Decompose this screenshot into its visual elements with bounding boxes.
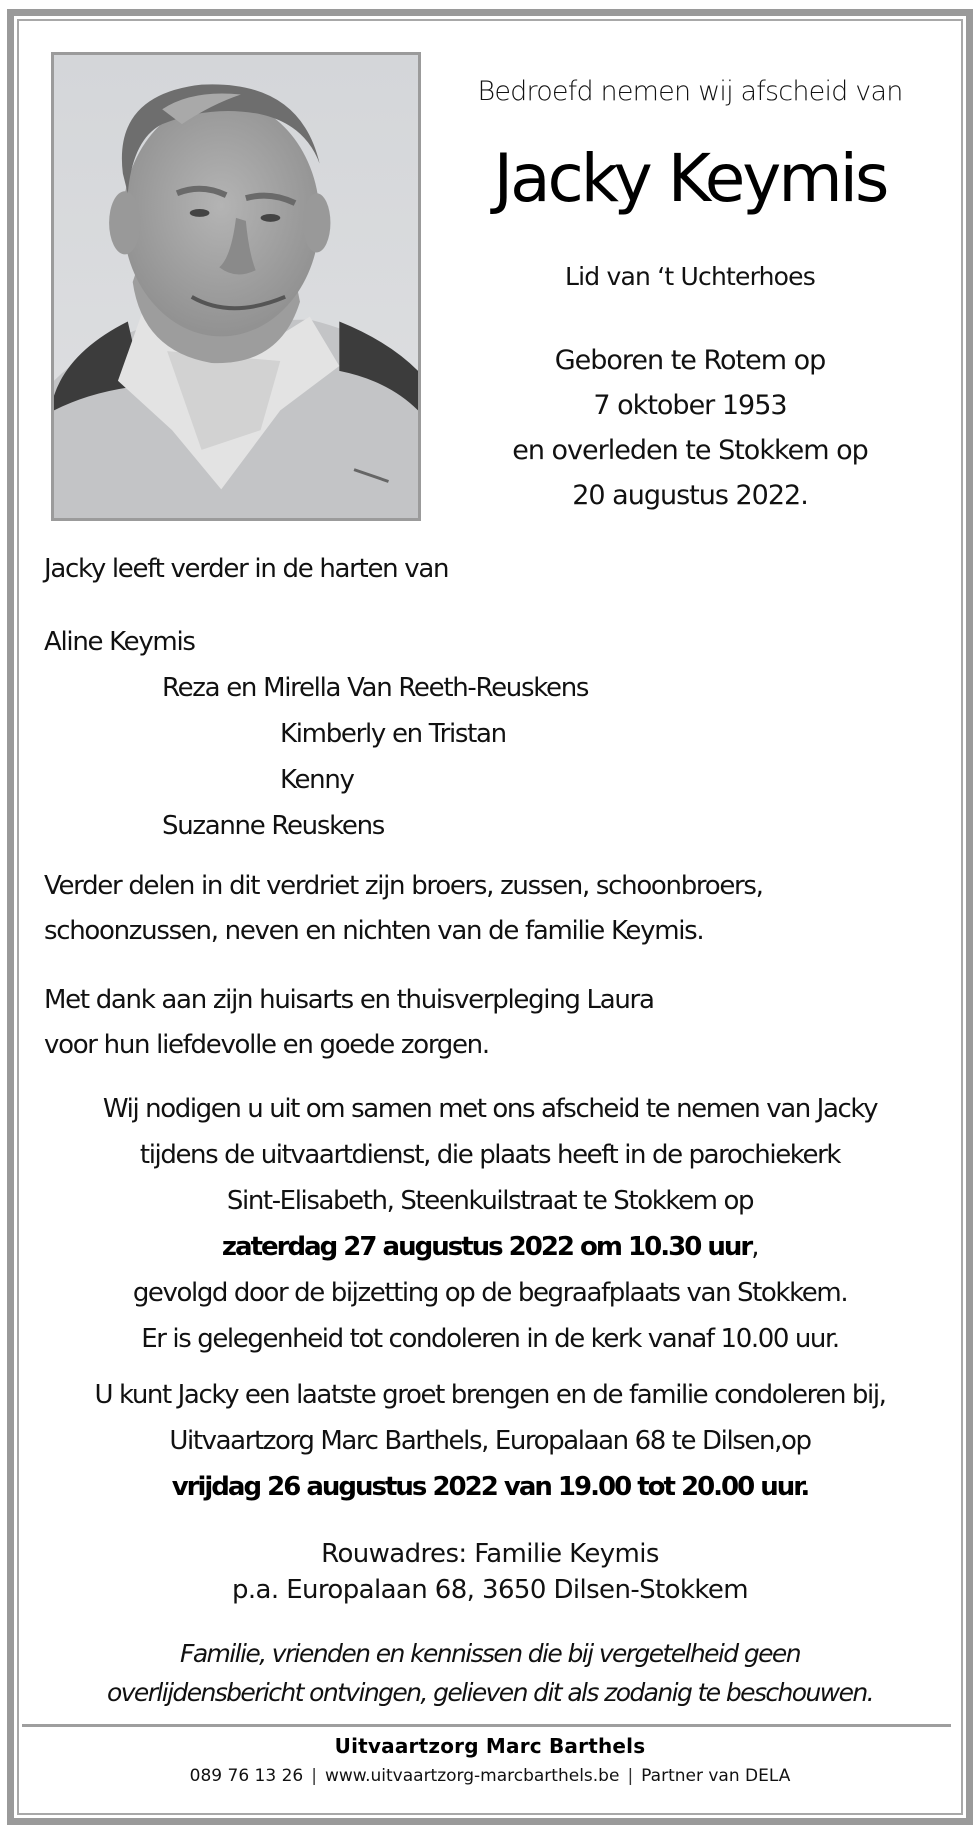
grief-line: schoonzussen, neven en nichten van de familie Keymis.	[44, 916, 704, 946]
mourning-address-line1: Rouwadres: Familie Keymis	[321, 1539, 659, 1569]
family-member: Aline Keymis	[44, 627, 195, 657]
portrait-photo	[51, 52, 421, 521]
birth-date: 7 oktober 1953	[593, 390, 787, 421]
grief-paragraph	[44, 864, 763, 954]
thanks-line: voor hun liefdevolle en goede zorgen.	[44, 1030, 489, 1060]
family-member: Suzanne Reuskens	[162, 811, 385, 841]
visitation-info	[30, 1372, 950, 1510]
funeral-line: Er is gelegenheid tot condoleren in de kerk vanaf 10.00 uur.	[141, 1324, 839, 1354]
death-date: 20 augustus 2022.	[572, 480, 808, 511]
thanks-line: Met dank aan zijn huisarts en thuisverpleging Laura	[44, 985, 654, 1015]
death-line: en overleden te Stokkem op	[512, 435, 868, 466]
mourning-address	[30, 1536, 950, 1608]
visitation-date: vrijdag 26 augustus 2022 van 19.00 tot 20.00 uur.	[171, 1472, 809, 1502]
deceased-name: Jacky Keymis	[493, 140, 887, 217]
family-intro: Jacky leeft verder in de harten van	[44, 554, 449, 584]
birth-line: Geboren te Rotem op	[554, 345, 826, 376]
funeral-home-contact	[30, 1766, 950, 1786]
notice-line1: Familie, vrienden en kennissen die bij vergetelheid geen	[180, 1639, 800, 1668]
notice-text	[30, 1634, 950, 1712]
funeral-date: zaterdag 27 augustus 2022 om 10.30 uur	[221, 1232, 752, 1262]
grief-line: Verder delen in dit verdriet zijn broers, zussen, schoonbroers,	[44, 871, 763, 901]
life-dates	[440, 338, 940, 518]
separator-bar: |	[311, 1766, 317, 1786]
separator-bar: |	[627, 1766, 634, 1786]
phone-number: 089 76 13 26	[189, 1766, 304, 1786]
footer-divider	[22, 1724, 951, 1727]
membership-text: Lid van ‘t Uchterhoes	[565, 262, 815, 291]
funeral-line: tijdens de uitvaartdienst, die plaats heeft in de parochiekerk	[139, 1140, 841, 1170]
notice-line2: overlijdensbericht ontvingen, gelieven dit als zodanig te beschouwen.	[107, 1678, 873, 1707]
website-link[interactable]: www.uitvaartzorg-marcbarthels.be	[324, 1766, 620, 1786]
funeral-date-line	[30, 1224, 950, 1270]
funeral-date-suffix: ,	[751, 1232, 759, 1262]
funeral-line: gevolgd door de bijzetting op de begraafplaats van Stokkem.	[132, 1278, 848, 1308]
family-list	[44, 619, 589, 849]
funeral-home-name: Uitvaartzorg Marc Barthels	[334, 1734, 646, 1758]
family-member: Kimberly en Tristan	[280, 719, 506, 749]
funeral-line: Sint-Elisabeth, Steenkuilstraat te Stokkem op	[226, 1186, 754, 1216]
intro-text: Bedroefd nemen wij afscheid van	[477, 76, 903, 107]
funeral-invitation	[30, 1086, 950, 1362]
partner-text: Partner van DELA	[641, 1766, 791, 1786]
funeral-line: Wij nodigen u uit om samen met ons afscheid te nemen van Jacky	[102, 1094, 878, 1124]
visitation-line: U kunt Jacky een laatste groet brengen en de familie condoleren bij,	[94, 1380, 886, 1410]
portrait-image	[54, 55, 418, 518]
visitation-line: Uitvaartzorg Marc Barthels, Europalaan 68 te Dilsen,op	[169, 1426, 811, 1456]
family-member: Kenny	[280, 765, 354, 795]
mourning-address-line2: p.a. Europalaan 68, 3650 Dilsen-Stokkem	[231, 1575, 749, 1605]
thanks-paragraph	[44, 978, 654, 1068]
family-member: Reza en Mirella Van Reeth-Reuskens	[162, 673, 589, 703]
